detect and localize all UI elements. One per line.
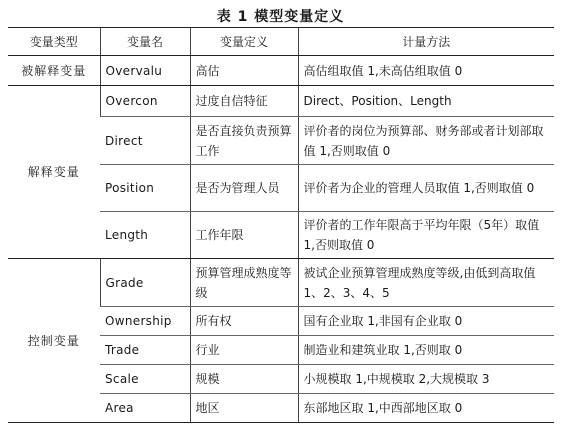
header-variable-definition: 变量定义 — [190, 28, 298, 56]
table-row — [8, 86, 554, 117]
variable-definition-cell: 是否为管理人员 — [190, 165, 298, 212]
variable-definition-cell: 预算管理成熟度等级 — [190, 259, 298, 307]
variable-definition-cell: 是否直接负责预算工作 — [190, 117, 298, 165]
variable-name-cell: Scale — [100, 365, 190, 394]
table-row — [8, 56, 554, 86]
variable-definition-cell: 工作年限 — [190, 212, 298, 259]
variable-name-cell: Length — [100, 212, 190, 259]
table-row — [8, 259, 554, 307]
measurement-method-cell: Direct、Position、Length — [298, 86, 554, 117]
variable-name-cell: Overcon — [100, 86, 190, 117]
table-caption: 表 1 模型变量定义 — [216, 9, 345, 25]
variable-definition-cell: 过度自信特征 — [190, 86, 298, 117]
table-header-row — [8, 28, 554, 56]
variable-type-cell: 解释变量 — [8, 86, 100, 259]
measurement-method-cell: 评价者为企业的管理人员取值 1,否则取值 0 — [298, 165, 554, 212]
measurement-method-cell: 小规模取 1,中规模取 2,大规模取 3 — [298, 365, 554, 394]
variable-definition-cell: 高估 — [190, 56, 298, 86]
variable-name-cell: Overvalu — [100, 56, 190, 86]
variable-type-cell: 被解释变量 — [8, 56, 100, 86]
variable-name-cell: Position — [100, 165, 190, 212]
variable-name-cell: Area — [100, 394, 190, 423]
header-measurement-method: 计量方法 — [298, 28, 554, 56]
measurement-method-cell: 高估组取值 1,未高估组取值 0 — [298, 56, 554, 86]
variable-definition-cell: 行业 — [190, 336, 298, 365]
measurement-method-cell: 东部地区取 1,中西部地区取 0 — [298, 394, 554, 423]
variable-definition-table — [8, 27, 554, 423]
variable-definition-cell: 地区 — [190, 394, 298, 423]
variable-definition-cell: 所有权 — [190, 307, 298, 336]
variable-name-cell: Ownership — [100, 307, 190, 336]
variable-definition-cell: 规模 — [190, 365, 298, 394]
header-variable-name: 变量名 — [100, 28, 190, 56]
measurement-method-cell: 被试企业预算管理成熟度等级,由低到高取值 1、2、3、4、5 — [298, 259, 554, 307]
variable-name-cell: Grade — [100, 259, 190, 307]
measurement-method-cell: 评价者的工作年限高于平均年限（5年）取值 1,否则取值 0 — [298, 212, 554, 259]
variable-name-cell: Direct — [100, 117, 190, 165]
variable-type-cell: 控制变量 — [8, 259, 100, 423]
measurement-method-cell: 国有企业取 1,非国有企业取 0 — [298, 307, 554, 336]
measurement-method-cell: 制造业和建筑业取 1,否则取 0 — [298, 336, 554, 365]
variable-name-cell: Trade — [100, 336, 190, 365]
header-variable-type: 变量类型 — [8, 28, 100, 56]
measurement-method-cell: 评价者的岗位为预算部、财务部或者计划部取值 1,否则取值 0 — [298, 117, 554, 165]
